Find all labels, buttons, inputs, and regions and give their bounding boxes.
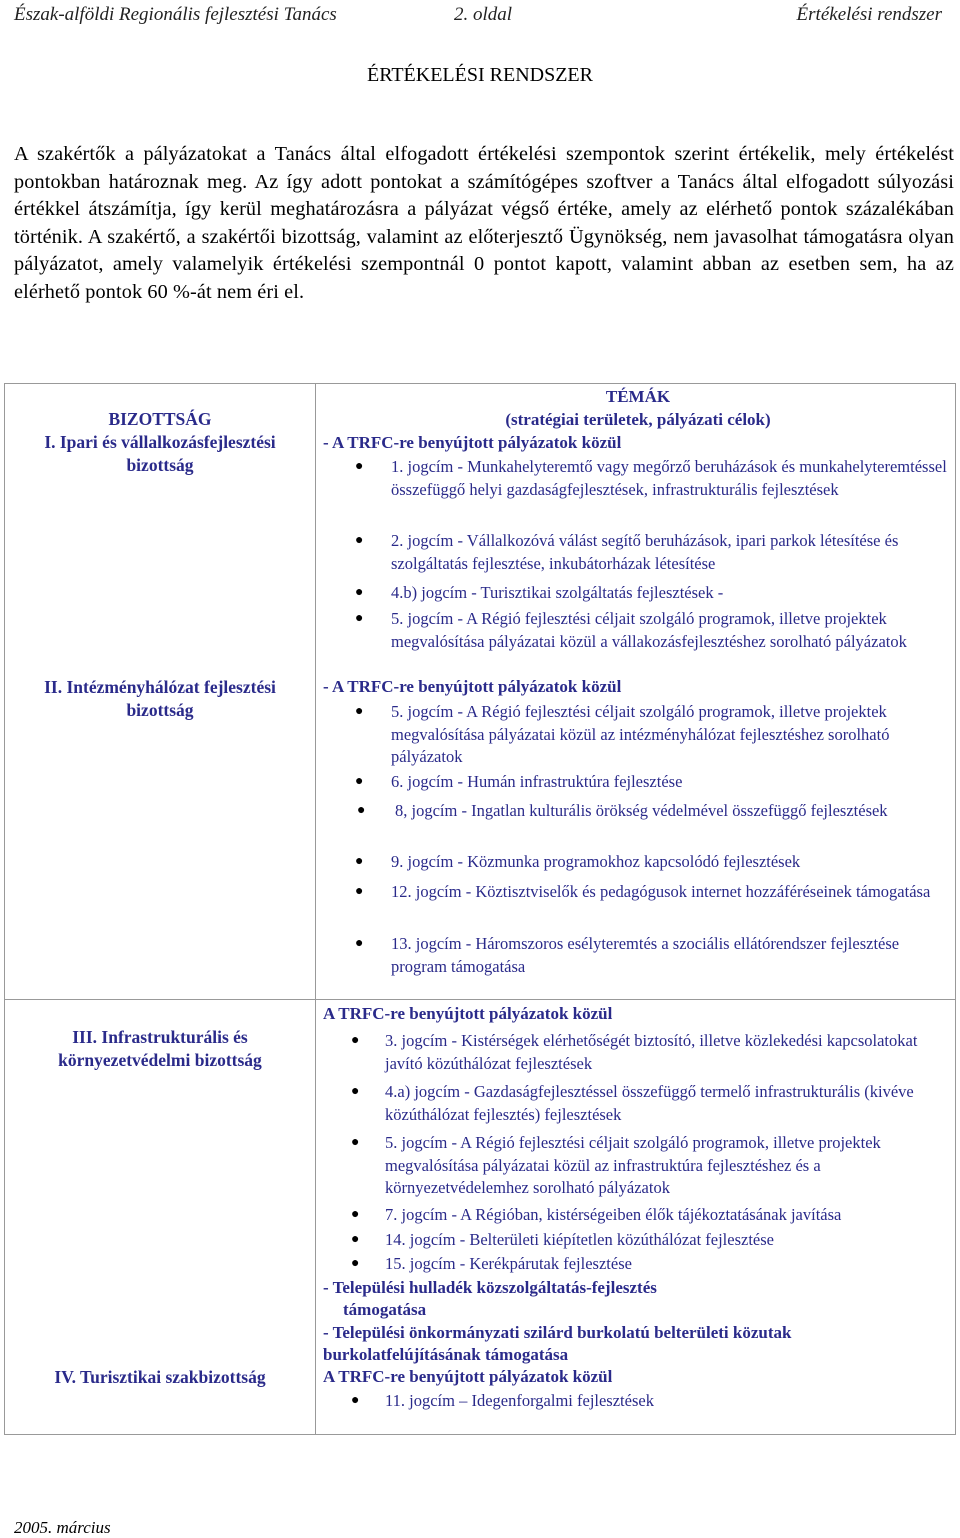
bullet-icon: ●: [351, 1135, 360, 1150]
list-item: 2. jogcím - Vállalkozóvá válást segítő beruházások, ipari parkok létesítése és szolgáltatás fejlesztése, inkubátorházak létesítése: [391, 531, 899, 573]
bullet-icon: ●: [355, 854, 364, 869]
bullet-icon: ●: [351, 1207, 360, 1222]
list-item: 5. jogcím - A Régió fejlesztési céljait szolgáló programok, illetve projektek megvalósítása pályázatai közül a vállakozásfejlesztéshez sorolható pályázatok: [391, 609, 907, 651]
committee-1-group-label: - A TRFC-re benyújtott pályázatok közül: [323, 433, 622, 452]
committee-1-name-cont: bizottság: [126, 455, 194, 475]
col-header-topics: TÉMÁK: [605, 387, 671, 406]
bullet-icon: ●: [357, 803, 366, 818]
committee-1-name: I. Ipari és vállalkozásfejlesztési: [44, 432, 276, 452]
committee-3-group-label: A TRFC-re benyújtott pályázatok közül: [323, 1004, 613, 1023]
committee-3-extra-2: - Települési önkormányzati szilárd burkolatú belterületi közutak: [323, 1323, 792, 1342]
committee-3-extra-2-cont: burkolatfelújításának támogatása: [323, 1345, 569, 1364]
bullet-icon: ●: [355, 884, 364, 899]
list-item: 4.b) jogcím - Turisztikai szolgáltatás fejlesztések -: [391, 583, 724, 602]
bullet-icon: ●: [355, 611, 364, 626]
col-header-topics-sub: (stratégiai területek, pályázati célok): [505, 410, 771, 429]
row-divider: [5, 999, 955, 1000]
committee-3-name: III. Infrastrukturális és: [72, 1027, 248, 1047]
bullet-icon: ●: [355, 936, 364, 951]
list-item: 3. jogcím - Kistérségek elérhetőségét biztosító, illetve közlekedési kapcsolatokat javító közúthálózat fejlesztések: [385, 1031, 918, 1073]
list-item: 1. jogcím - Munkahelyteremtő vagy megőrző beruházások és munkahelyteremtéssel összefüggő helyi gazdaságfejlesztések, infrastrukturális fejlesztések: [391, 457, 947, 499]
list-item: 4.a) jogcím - Gazdaságfejlesztéssel összefüggő termelő infrastrukturális (kivéve közúthálózat fejlesztés) fejlesztések: [385, 1082, 914, 1124]
committee-table: [4, 383, 956, 1435]
list-item: 7. jogcím - A Régióban, kistérségeiben élők tájékoztatásának javítása: [385, 1205, 842, 1224]
col-header-committee: BIZOTTSÁG: [108, 409, 212, 429]
committee-4-name: IV. Turisztikai szakbizottság: [54, 1367, 266, 1387]
bullet-icon: ●: [351, 1033, 360, 1048]
list-item: 13. jogcím - Háromszoros esélyteremtés a szociális ellátórendszer fejlesztése program támogatása: [391, 934, 900, 976]
column-divider: [315, 384, 316, 1434]
list-item: 5. jogcím - A Régió fejlesztési céljait szolgáló programok, illetve projektek megvalósítása pályázatai közül az infrastruktúra fejlesztéshez és a környezetvédelemhez sorolható pályázatok: [385, 1133, 881, 1198]
document-title: ÉRTÉKELÉSI RENDSZER: [366, 64, 593, 86]
list-item: 8, jogcím - Ingatlan kulturális örökség védelmével összefüggő fejlesztések: [395, 801, 888, 820]
committee-3-extra-1: - Települési hulladék közszolgáltatás-fejlesztés: [323, 1278, 657, 1297]
header-organization: Észak-alföldi Regionális fejlesztési Tanács: [14, 4, 337, 25]
bullet-icon: ●: [355, 459, 364, 474]
list-item: 9. jogcím - Közmunka programokhoz kapcsolódó fejlesztések: [391, 852, 801, 871]
intro-paragraph: A szakértők a pályázatokat a Tanács által elfogadott értékelési szempontok szerint értékelik, mely értékelést pontokban határoznak meg. Az így adott pontokat a számítógépes szoftver a Tanács által elfogadott súlyozási értékkel átszámítja, így kerül meghatározásra a pályázat végső értéke, amely az elérhető pontok százalékában történik. A szakértő, a szakértői bizottság, valamint az előterjesztő Ügynökség, nem javasolhat támogatásra olyan pályázatot, amely valamelyik értékelési szempontnál 0 pontot kapott, valamint abban az esetben sem, ha az elérhető pontok 60 %-át nem éri el.: [14, 143, 954, 303]
list-item: 6. jogcím - Humán infrastruktúra fejlesztése: [391, 772, 683, 791]
committee-4-group-label: A TRFC-re benyújtott pályázatok közül: [323, 1367, 613, 1386]
committee-2-group-label: - A TRFC-re benyújtott pályázatok közül: [323, 677, 622, 696]
committee-3-extra-1-cont: támogatása: [343, 1300, 427, 1319]
page-footer-date: 2005. március: [14, 1518, 111, 1537]
list-item: 12. jogcím - Köztisztviselők és pedagógusok internet hozzáféréseinek támogatása: [391, 882, 931, 901]
committee-2-name: II. Intézményhálózat fejlesztési: [44, 677, 276, 697]
list-item: 15. jogcím - Kerékpárutak fejlesztése: [385, 1254, 632, 1273]
list-item: 14. jogcím - Belterületi kiépítetlen közúthálózat fejlesztése: [385, 1230, 774, 1249]
bullet-icon: ●: [355, 704, 364, 719]
bullet-icon: ●: [351, 1256, 360, 1271]
bullet-icon: ●: [351, 1232, 360, 1247]
bullet-icon: ●: [355, 774, 364, 789]
bullet-icon: ●: [355, 585, 364, 600]
list-item: 5. jogcím - A Régió fejlesztési céljait szolgáló programok, illetve projektek megvalósítása pályázatai közül az intézményhálózat fejlesztéshez sorolható pályázatok: [391, 702, 890, 767]
list-item: 11. jogcím – Idegenforgalmi fejlesztések: [385, 1391, 654, 1410]
committee-2-name-cont: bizottság: [126, 700, 194, 720]
bullet-icon: ●: [355, 533, 364, 548]
header-page-number: 2. oldal: [454, 4, 513, 25]
header-section: Értékelési rendszer: [796, 4, 942, 25]
bullet-icon: ●: [351, 1393, 360, 1408]
page-header: [14, 2, 942, 28]
bullet-icon: ●: [351, 1084, 360, 1099]
committee-3-name-cont: környezetvédelmi bizottság: [58, 1050, 262, 1070]
